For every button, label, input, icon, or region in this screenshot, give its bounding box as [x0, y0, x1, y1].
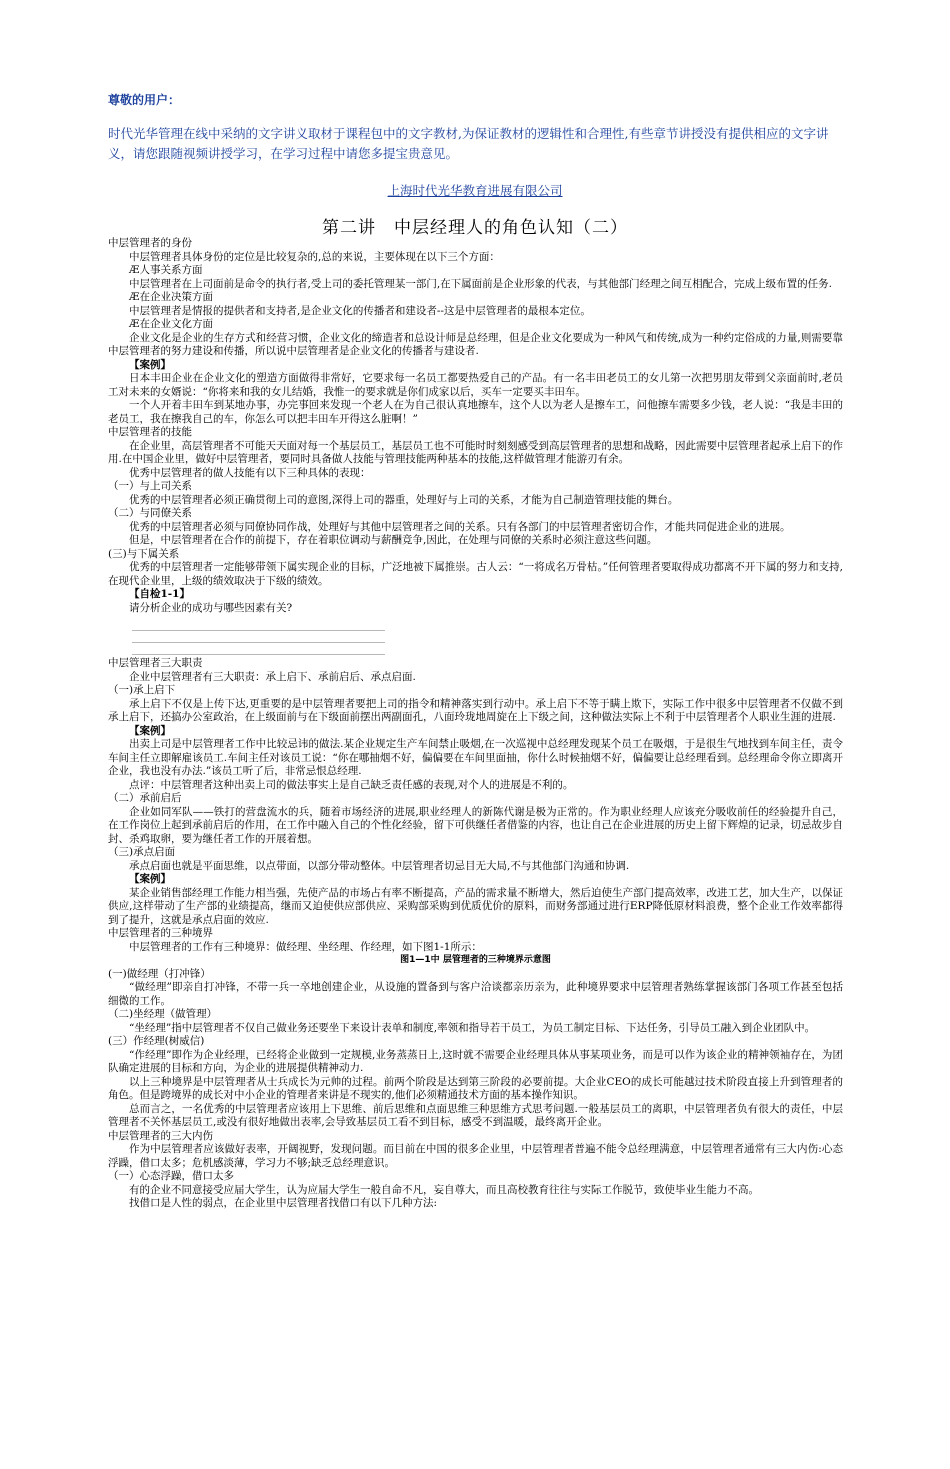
answer-line — [132, 643, 385, 655]
paragraph: 有的企业不同意接受应届大学生，认为应届大学生一般自命不凡，妄自尊大，而且高校教育往往与实际工作脱节，致使毕业生能力不高。 — [129, 1183, 759, 1196]
section-heading: 中层管理者三大职责 — [108, 657, 203, 669]
section-heading: （一）与上司关系 — [108, 480, 192, 492]
paragraph: 承上启下不仅是上传下达,更重要的是中层管理者要把上司的指令和精神落实到行动中。承上启下不等于瞒上欺下，实际工作中很多中层管理者不仅做不到承上启下，还搞办公室政治，在上级面前与在下级面前摆出两副面孔，八面玲珑地周旋在上下级之间，这种做法实际上不利于中层管理者个人职业生涯的进展. — [108, 697, 843, 723]
section-label: 【案例】 — [129, 873, 171, 885]
paragraph: 在企业里，高层管理者不可能天天面对每一个基层员工，基层员工也不可能时时刻刻感受到高层管理者的思想和战略，因此需要中层管理者起承上启下的作用.在中国企业里，做好中层管理者，要同时具备做人技能与管理技能两种基本的技能,这样做管理才能游刃有余。 — [108, 439, 843, 465]
paragraph: 承点启面也就是平面思维，以点带面，以部分带动整体。中层管理者切忌目无大局,不与其他部门沟通和协调. — [129, 859, 630, 872]
paragraph: 优秀的中层管理者必须与同僚协同作战，处理好与其他中层管理者之间的关系。只有各部门的中层管理者密切合作，才能共同促进企业的进展。 — [129, 520, 791, 533]
section-label: 【自检1-1】 — [129, 588, 190, 600]
lecture-title: 第二讲 中层经理人的角色认知（二） — [322, 218, 628, 238]
paragraph: 点评：中层管理者这种出卖上司的做法事实上是自己缺乏责任感的表现,对个人的进展是不利的。 — [129, 778, 574, 791]
paragraph: 日本丰田企业在企业文化的塑造方面做得非常好，它要求每一名员工都要热爱自己的产品。有一名丰田老员工的女儿第一次把男朋友带到父亲面前时,老员工对未来的女婿说：“你将来和我的女儿结婚，我惟一的要求就是你们成家以后，买车一定要买丰田车。 — [108, 372, 843, 398]
paragraph: “作经理”即作为企业经理，已经将企业做到一定规模,业务蒸蒸日上,这时就不需要企业经理具体从事某项业务，而是可以作为该企业的精神领袖存在，为团队确定进展的目标和方向，为企业的进展提供精神动力. — [108, 1048, 843, 1074]
paragraph: 企业文化是企业的生存方式和经营习惯，企业文化的缔造者和总设计师是总经理，但是企业文化要成为一种风气和传统,成为一种约定俗成的力量,则需要靠中层管理者的努力建设和传播，所以说中层管理者是企业文化的传播者与建设者. — [108, 331, 843, 357]
paragraph: 优秀的中层管理者必须正确贯彻上司的意图,深得上司的器重，处理好与上司的关系，才能为自己制造管理技能的舞台。 — [129, 493, 679, 506]
paragraph: 但是，中层管理者在合作的前提下，存在着职位调动与薪酬竞争,因此，在处理与同僚的关系时必须注意这些问题。 — [129, 534, 658, 546]
section-heading: （一）心态浮躁，借口太多 — [108, 1170, 234, 1182]
lecture-content — [108, 237, 843, 1211]
section-heading: 中层管理者的身份 — [108, 237, 192, 249]
paragraph: Æ人事关系方面 — [129, 264, 203, 276]
paragraph: “坐经理”指中层管理者不仅自己做业务还要坐下来设计表单和制度,率领和指导若干员工，为员工制定目标、下达任务，引导员工融入到企业团队中。 — [129, 1021, 816, 1034]
paragraph: 请分析企业的成功与哪些因素有关? — [129, 601, 293, 614]
paragraph: 出卖上司是中层管理者工作中比较忌讳的做法.某企业规定生产车间禁止吸烟,在一次巡视中总经理发现某个员工在吸烟，于是很生气地找到车间主任，责令车间主任立即解雇该员工.车间主任对该员工说：“你在哪抽烟不好，偏偏要在车间里面抽，你什么时候抽烟不好，偏偏要让总经理看到。总经理命令你立即离开企业，我也没有办法.”该员工听了后，非常忌恨总经理. — [108, 738, 843, 777]
notice-body: 时代光华管理在线中采纳的文字讲义取材于课程包中的文字教材,为保证教材的逻辑性和合理性,有些章节讲授没有提供相应的文字讲义，请您跟随视频讲授学习，在学习过程中请您多提宝贵意见。 — [108, 126, 829, 161]
paragraph: 作为中层管理者应该做好表率，开阔视野，发现问题。而目前在中国的很多企业里，中层管理者普遍不能令总经理满意，中层管理者通常有三大内伤:心态浮躁，借口太多；危机感淡薄，学习力不够;缺乏总经理意识。 — [108, 1143, 843, 1169]
paragraph: Æ在企业决策方面 — [129, 291, 214, 303]
paragraph: 中层管理者具体身份的定位是比较复杂的,总的来说，主要体现在以下三个方面： — [129, 250, 500, 263]
section-heading: （二）与同僚关系 — [108, 507, 192, 519]
paragraph: 总而言之，一名优秀的中层管理者应该用上下思维、前后思维和点面思维三种思维方式思考问题.一般基层员工的离职，中层管理者负有很大的责任，中层管理者不关怀基层员工,或没有很好地做出表率,会导致基层员工看不到目标，感受不到温暖，最终离开企业。 — [108, 1102, 843, 1128]
paragraph: 企业如同军队——铁打的营盘流水的兵，随着市场经济的进展,职业经理人的新陈代谢是极为正常的。作为职业经理人应该充分吸收前任的经验提升自己，在工作岗位上起到承前启后的作用，在工作中融入自己的个性化经验，留下可供继任者借鉴的内容，也让自己在企业进展的历史上留下辉煌的记录，切忌故步自封、杀鸡取卵，要为继任者工作的开展着想。 — [108, 805, 843, 845]
answer-lines — [132, 619, 385, 655]
company-name: 上海时代光华教育进展有限公司 — [387, 183, 563, 198]
answer-line — [132, 619, 385, 631]
section-heading: (一)做经理（打冲锋） — [108, 967, 211, 980]
paragraph: Æ在企业文化方面 — [129, 318, 214, 330]
paragraph: 优秀的中层管理者一定能够带领下属实现企业的目标，广泛地被下属推崇。古人云：“一将成名万骨枯。”任何管理者要取得成功都离不开下属的努力和支持,在现代企业里，上级的绩效取决于下级的绩效。 — [108, 561, 843, 587]
figure-caption: 图1—1中 层管理者的三种境界示意图 — [400, 955, 551, 965]
paragraph: 优秀中层管理者的做人技能有以下三种具体的表现： — [129, 466, 371, 479]
paragraph: 中层管理者在上司面前是命令的执行者,受上司的委托管理某一部门,在下属面前是企业形象的代表，与其他部门经理之间互相配合，完成上级布置的任务. — [129, 277, 833, 290]
section-label: 【案例】 — [129, 724, 171, 737]
section-heading: 中层管理者的三大内伤 — [108, 1129, 213, 1142]
notice-greeting: 尊敬的用户： — [108, 93, 181, 107]
section-heading: （二)坐经理（做管理） — [108, 1008, 218, 1020]
section-heading: 中层管理者的三种境界 — [108, 927, 213, 939]
paragraph: “做经理”即亲自打冲锋，不带一兵一卒地创建企业，从设施的置备到与客户洽谈都亲历亲为，此种境界要求中层管理者熟练掌握该部门各项工作甚至包括细微的工作。 — [108, 981, 843, 1007]
paragraph: 企业中层管理者有三大职责：承上启下、承前启后、承点启面. — [129, 670, 416, 683]
section-heading: （一)承上启下 — [108, 684, 176, 696]
paragraph: 中层管理者是情报的提供者和支持者,是企业文化的传播者和建设者--这是中层管理者的最根本定位。 — [129, 304, 591, 317]
section-heading: （三)承点启面 — [108, 846, 176, 858]
section-heading: 中层管理者的技能 — [108, 426, 192, 438]
paragraph: 一个人开着丰田车到某地办事，办完事回来发现一个老人在为自己很认真地擦车，这个人以为老人是擦车工，问他擦车需要多少钱，老人说：“我是丰田的老员工，我在擦我自己的车，你怎么可以把丰田车开得这么脏啊！” — [108, 399, 843, 425]
section-heading: (三）作经理(树威信) — [108, 1035, 205, 1047]
section-label: 【案例】 — [129, 358, 171, 371]
section-heading: （二）承前启后 — [108, 792, 182, 804]
paragraph: 以上三种境界是中层管理者从士兵成长为元帅的过程。前两个阶段是达到第三阶段的必要前提。大企业CEO的成长可能越过技术阶段直接上升到管理者的角色。但是跨境界的成长对中小企业的管理者来讲是不现实的,他们必须精通技术方面的基本操作知识。 — [108, 1075, 843, 1101]
paragraph: 某企业销售部经理工作能力相当强，先使产品的市场占有率不断提高，产品的需求量不断增大，然后迫使生产部门提高效率，改进工艺，加大生产，以保证供应,这样带动了生产部的业绩提高，继而又迫使供应部供应、采购部采购到优质优价的原料，而财务部通过进行ERP降低原材料浪费，整个企业工作效率都得到了提升，这就是承点启面的效应. — [108, 886, 843, 926]
paragraph: 中层管理者的工作有三种境界：做经理、坐经理、作经理，如下图1-1所示： — [129, 940, 482, 953]
section-heading: (三)与下属关系 — [108, 547, 180, 560]
paragraph: 找借口是人性的弱点，在企业里中层管理者找借口有以下几种方法: — [129, 1197, 438, 1209]
answer-line — [132, 631, 385, 643]
